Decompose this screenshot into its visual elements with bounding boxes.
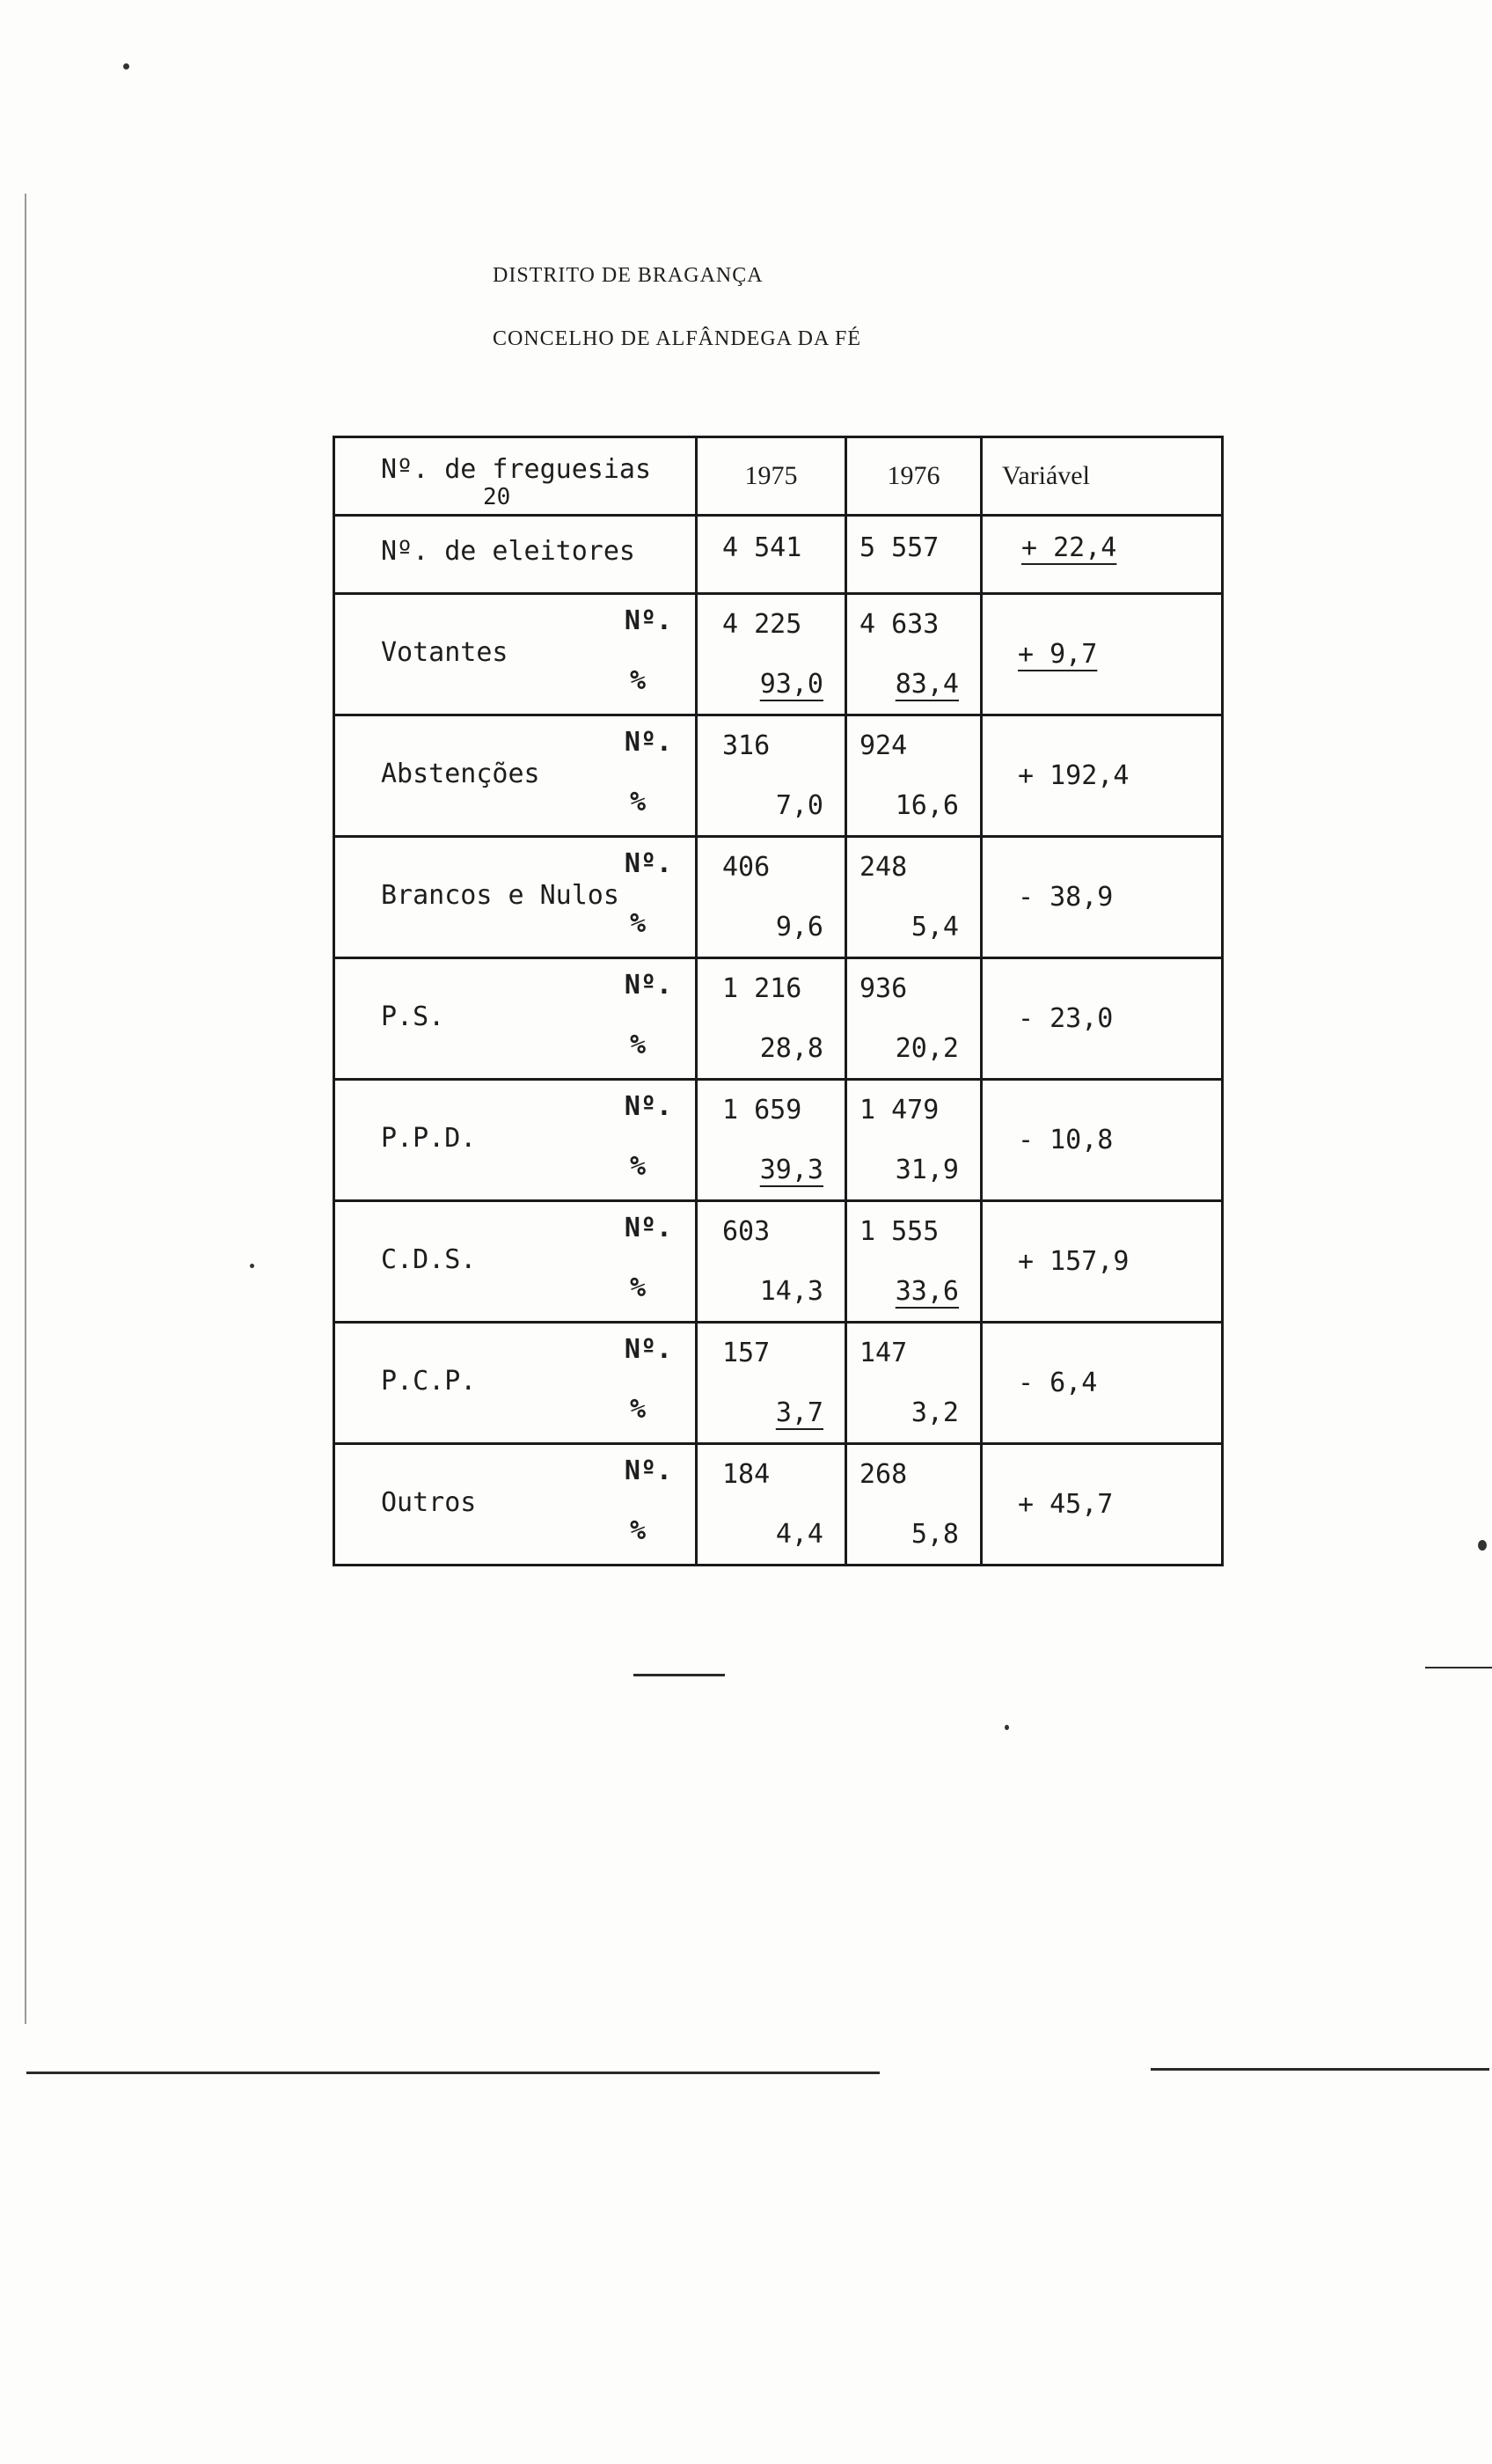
count-1975: 1 216 <box>722 973 802 1004</box>
percent-1976: 20,2 <box>895 1033 959 1064</box>
table-row <box>334 1201 1223 1323</box>
percent-marker: % <box>629 1030 646 1060</box>
freguesias-label: Nº. de freguesias <box>381 454 652 485</box>
row-label: P.C.P. <box>381 1366 477 1397</box>
percent-1976: 83,4 <box>895 669 959 700</box>
scan-rule-right <box>1425 1667 1492 1668</box>
scan-dot <box>250 1264 254 1268</box>
cell-1975 <box>697 1323 846 1444</box>
row-label-cell <box>334 958 697 1080</box>
count-1975: 184 <box>722 1459 771 1490</box>
variation-cell <box>982 958 1223 1080</box>
scan-rule-bottom-right <box>1151 2068 1489 2071</box>
cell-1975 <box>697 958 846 1080</box>
scan-dot <box>1005 1725 1009 1730</box>
eleitores-1976: 5 557 <box>859 532 940 563</box>
district-title: DISTRITO DE BRAGANÇA <box>493 264 764 287</box>
percent-1976: 3,2 <box>911 1397 959 1428</box>
cell-1975 <box>697 715 846 837</box>
percent-marker: % <box>629 908 646 939</box>
table-row <box>334 1080 1223 1201</box>
table-row <box>334 594 1223 715</box>
percent-1975: 7,0 <box>775 790 823 821</box>
header-row <box>334 437 1223 516</box>
percent-1975: 14,3 <box>759 1276 823 1307</box>
row-label: C.D.S. <box>381 1244 477 1275</box>
eleitores-variation: + 22,4 <box>1021 532 1117 563</box>
variation-cell <box>982 1201 1223 1323</box>
eleitores-variation-cell <box>982 516 1223 594</box>
cell-1975 <box>697 594 846 715</box>
percent-marker: % <box>629 1515 646 1546</box>
count-1976: 924 <box>859 730 908 761</box>
variation-value: - 10,8 <box>1018 1125 1114 1155</box>
row-label-cell <box>334 1444 697 1566</box>
percent-1976: 5,8 <box>911 1519 959 1550</box>
count-marker: Nº. <box>624 1213 672 1243</box>
count-marker: Nº. <box>624 727 672 758</box>
count-1975: 406 <box>722 852 771 883</box>
row-label: Abstenções <box>381 759 540 789</box>
cell-1976 <box>846 837 982 958</box>
row-label: Brancos e Nulos <box>381 880 619 911</box>
variation-cell <box>982 837 1223 958</box>
variation-cell <box>982 715 1223 837</box>
row-label: P.S. <box>381 1001 445 1032</box>
count-marker: Nº. <box>624 1334 672 1365</box>
row-label: Outros <box>381 1487 477 1518</box>
table-row <box>334 958 1223 1080</box>
count-marker: Nº. <box>624 970 672 1001</box>
freguesias-cell <box>334 437 697 516</box>
count-1976: 1 555 <box>859 1216 940 1247</box>
cell-1975 <box>697 1201 846 1323</box>
eleitores-1975: 4 541 <box>722 532 802 563</box>
variation-value: + 192,4 <box>1018 760 1130 791</box>
percent-1975: 4,4 <box>775 1519 823 1550</box>
percent-1975: 28,8 <box>759 1033 823 1064</box>
variation-value: - 23,0 <box>1018 1003 1114 1034</box>
row-label: P.P.D. <box>381 1123 477 1154</box>
count-1976: 1 479 <box>859 1095 940 1126</box>
percent-marker: % <box>629 665 646 696</box>
count-1975: 603 <box>722 1216 771 1247</box>
count-1975: 157 <box>722 1338 771 1368</box>
count-marker: Nº. <box>624 605 672 636</box>
percent-1975: 93,0 <box>759 669 823 700</box>
cell-1976 <box>846 958 982 1080</box>
row-label-cell <box>334 1201 697 1323</box>
cell-1976 <box>846 594 982 715</box>
year-1975-header: 1975 <box>697 437 846 516</box>
percent-1976: 33,6 <box>895 1276 959 1307</box>
scan-dot <box>1478 1540 1487 1551</box>
group-rows <box>334 594 1223 1566</box>
count-marker: Nº. <box>624 1456 672 1486</box>
cell-1976 <box>846 1080 982 1201</box>
variation-value: - 38,9 <box>1018 882 1114 913</box>
freguesias-count: 20 <box>483 484 511 510</box>
table-row <box>334 715 1223 837</box>
percent-marker: % <box>629 1394 646 1425</box>
percent-1976: 31,9 <box>895 1155 959 1185</box>
count-1976: 936 <box>859 973 908 1004</box>
count-1975: 1 659 <box>722 1095 802 1126</box>
eleitores-1975-cell <box>697 516 846 594</box>
count-1976: 248 <box>859 852 908 883</box>
count-marker: Nº. <box>624 848 672 879</box>
table-row <box>334 1323 1223 1444</box>
election-results-table <box>333 436 1224 1566</box>
scan-left-edge <box>25 194 26 2024</box>
cell-1975 <box>697 1080 846 1201</box>
percent-marker: % <box>629 787 646 818</box>
variation-value: + 9,7 <box>1018 639 1098 670</box>
count-1976: 147 <box>859 1338 908 1368</box>
count-1975: 316 <box>722 730 771 761</box>
variation-cell <box>982 1323 1223 1444</box>
cell-1975 <box>697 837 846 958</box>
scan-rule-bottom-left <box>26 2072 880 2074</box>
cell-1976 <box>846 715 982 837</box>
row-label-cell <box>334 1080 697 1201</box>
percent-marker: % <box>629 1151 646 1182</box>
percent-1975: 39,3 <box>759 1155 823 1185</box>
variation-value: + 157,9 <box>1018 1246 1130 1277</box>
percent-1975: 3,7 <box>775 1397 823 1428</box>
scan-rule-short <box>633 1674 725 1676</box>
table-row <box>334 837 1223 958</box>
cell-1976 <box>846 1323 982 1444</box>
count-1976: 268 <box>859 1459 908 1490</box>
count-marker: Nº. <box>624 1091 672 1122</box>
row-label: Votantes <box>381 637 508 668</box>
variation-header: Variável <box>982 437 1223 516</box>
cell-1975 <box>697 1444 846 1566</box>
count-1975: 4 225 <box>722 609 802 640</box>
variation-value: - 6,4 <box>1018 1368 1098 1398</box>
eleitores-row <box>334 516 1223 594</box>
row-label-cell <box>334 594 697 715</box>
variation-cell <box>982 1080 1223 1201</box>
eleitores-label: Nº. de eleitores <box>381 536 635 567</box>
percent-marker: % <box>629 1272 646 1303</box>
municipality-title: CONCELHO DE ALFÂNDEGA DA FÉ <box>493 327 862 350</box>
row-label-cell <box>334 715 697 837</box>
eleitores-1976-cell <box>846 516 982 594</box>
year-1976-header: 1976 <box>846 437 982 516</box>
variation-value: + 45,7 <box>1018 1489 1114 1520</box>
count-1976: 4 633 <box>859 609 940 640</box>
row-label-cell <box>334 837 697 958</box>
table-row <box>334 1444 1223 1566</box>
percent-1976: 5,4 <box>911 912 959 942</box>
cell-1976 <box>846 1444 982 1566</box>
variation-cell <box>982 594 1223 715</box>
row-label-cell <box>334 1323 697 1444</box>
percent-1975: 9,6 <box>775 912 823 942</box>
eleitores-label-cell <box>334 516 697 594</box>
scan-dot <box>123 63 129 70</box>
percent-1976: 16,6 <box>895 790 959 821</box>
variation-cell <box>982 1444 1223 1566</box>
cell-1976 <box>846 1201 982 1323</box>
